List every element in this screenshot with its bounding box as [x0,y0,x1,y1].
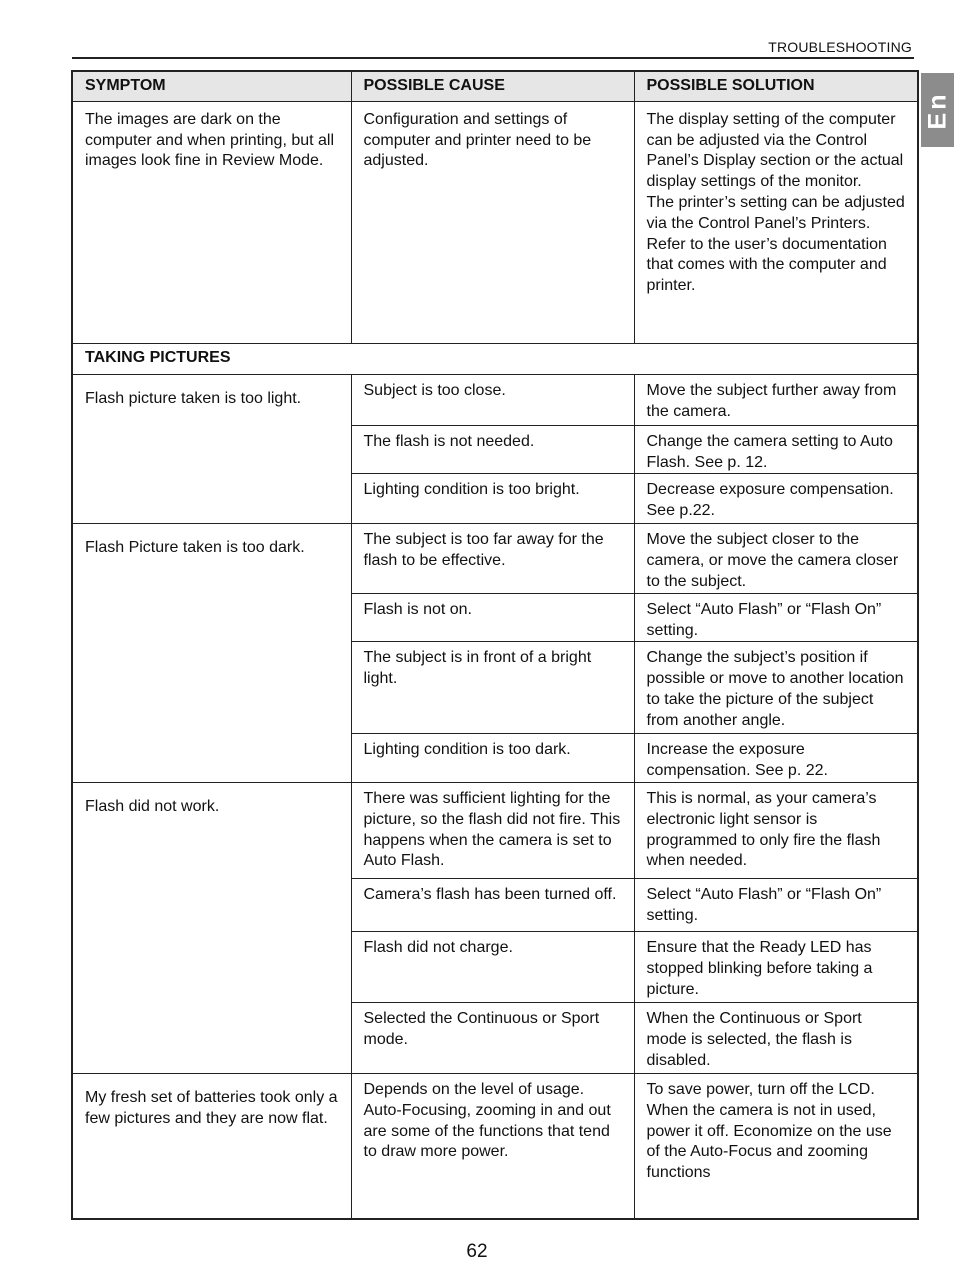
language-tab [921,73,954,147]
solution-cell: Increase the exposure compensation. See p. 22. [634,734,918,783]
solution-cell: Change the subject’s position if possible or move to another location to take the picture of the subject from another angle. [634,642,918,734]
table-row [72,1073,918,1219]
symptom-cell: Flash did not work. [72,782,351,1073]
solution-cell: When the Continuous or Sport mode is selected, the flash is disabled. [634,1002,918,1073]
column-header-cause: POSSIBLE CAUSE [351,71,634,101]
solution-paragraph: Refer to the user’s documentation that comes with the computer and printer. [646,235,887,295]
cause-cell: Subject is too close. [351,374,634,425]
troubleshooting-table [71,70,919,1220]
cause-cell: Camera’s flash has been turned off. [351,878,634,931]
table-header-row [72,71,918,101]
cause-cell: The subject is too far away for the flash to be effective. [351,524,634,593]
symptom-cell: The images are dark on the computer and when printing, but all images look fine in Review Mode. [72,101,351,343]
solution-cell: Move the subject further away from the camera. [634,374,918,425]
table-row [72,101,918,343]
symptom-cell: My fresh set of batteries took only a few pictures and they are now flat. [72,1073,351,1219]
solution-cell: Move the subject closer to the camera, or move the camera closer to the subject. [634,524,918,593]
solution-cell: This is normal, as your camera’s electronic light sensor is programmed to only fire the flash when needed. [634,782,918,878]
section-row [72,343,918,374]
page-number: 62 [466,1241,488,1262]
solution-cell: Select “Auto Flash” or “Flash On” setting. [634,878,918,931]
solution-cell: Change the camera setting to Auto Flash. See p. 12. [634,425,918,474]
cause-cell: Configuration and settings of computer and printer need to be adjusted. [351,101,634,343]
column-header-solution: POSSIBLE SOLUTION [634,71,918,101]
header-rule [72,57,914,59]
cause-cell: The subject is in front of a bright light. [351,642,634,734]
column-header-symptom: SYMPTOM [72,71,351,101]
table-row [72,374,918,425]
solution-cell: To save power, turn off the LCD. When the camera is not in used, power it off. Economize on the use of the Auto-Focus and zooming functions [634,1073,918,1219]
language-tab-label: En [923,91,952,129]
solution-cell: Ensure that the Ready LED has stopped blinking before taking a picture. [634,931,918,1002]
solution-cell: Decrease exposure compensation. See p.22. [634,474,918,524]
cause-cell: There was sufficient lighting for the picture, so the flash did not fire. This happens when the camera is set to Auto Flash. [351,782,634,878]
cause-cell: Lighting condition is too dark. [351,734,634,783]
cause-cell: Depends on the level of usage. Auto-Focusing, zooming in and out are some of the functions that tend to draw more power. [351,1073,634,1219]
symptom-cell: Flash Picture taken is too dark. [72,524,351,783]
solution-cell [634,101,918,343]
cause-cell: Flash is not on. [351,593,634,642]
cause-cell: The flash is not needed. [351,425,634,474]
solution-paragraph: The printer’s setting can be adjusted via the Control Panel’s Printers. [646,193,905,232]
cause-cell: Flash did not charge. [351,931,634,1002]
section-title: TAKING PICTURES [72,343,918,374]
section-header: TROUBLESHOOTING [768,39,912,55]
table-row [72,524,918,593]
solution-paragraph: The display setting of the computer can be adjusted via the Control Panel’s Display section or the actual display settings of the monitor. [646,110,904,191]
symptom-cell: Flash picture taken is too light. [72,374,351,524]
table-row [72,782,918,878]
cause-cell: Lighting condition is too bright. [351,474,634,524]
cause-cell: Selected the Continuous or Sport mode. [351,1002,634,1073]
solution-cell: Select “Auto Flash” or “Flash On” setting. [634,593,918,642]
